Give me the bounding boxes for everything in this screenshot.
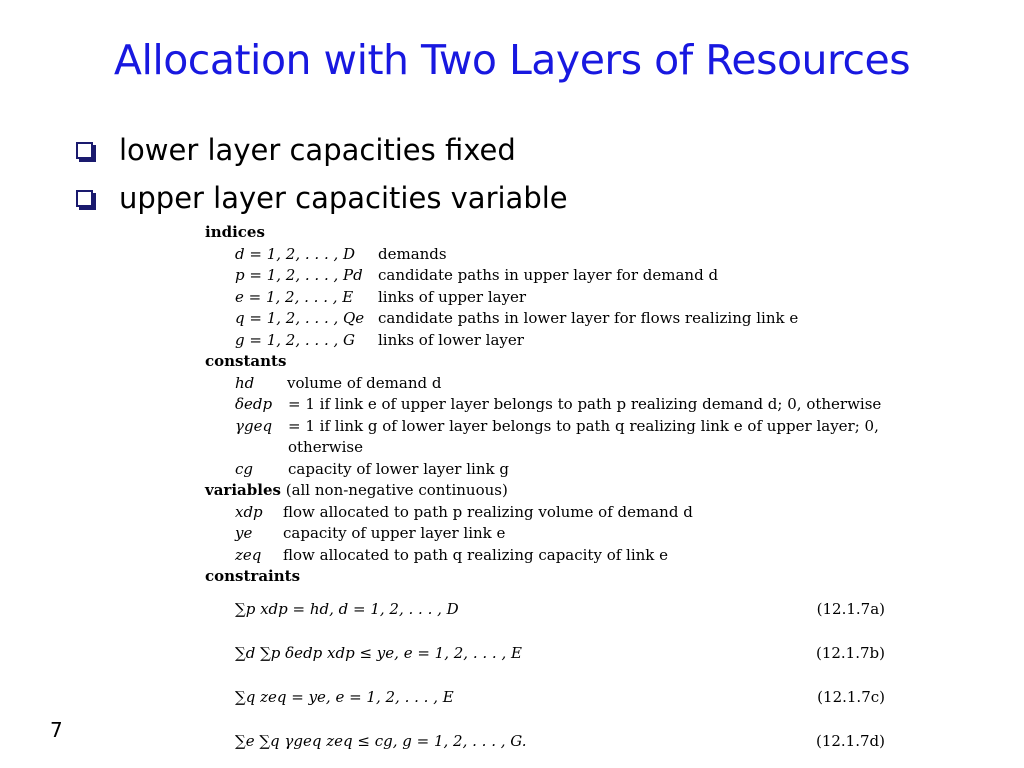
bullet-list — [70, 126, 568, 222]
variables-header-line — [205, 480, 885, 502]
constraint-formula: ∑q zeq = ye, e = 1, 2, . . . , E — [235, 687, 454, 706]
index-symbol: e = 1, 2, . . . , E — [235, 287, 354, 306]
formulation-document — [205, 222, 885, 764]
constant-description: = 1 if link g of lower layer belongs to path q realizing link e of upper layer; 0, — [288, 416, 879, 435]
constraint-formula: ∑e ∑q γgeq zeq ≤ cg, g = 1, 2, . . . , G. — [235, 731, 527, 750]
bullet-text: upper layer capacities variable — [119, 181, 568, 215]
index-description: links of upper layer — [378, 287, 527, 306]
index-description: demands — [378, 244, 447, 263]
constant-symbol: γgeq — [235, 416, 273, 435]
variable-description: flow allocated to path q realizing capacity of link e — [283, 545, 669, 564]
constant-row — [205, 459, 885, 481]
constraints-header: constraints — [205, 567, 301, 585]
bullet-item — [70, 174, 568, 222]
constant-row — [205, 394, 885, 416]
variable-row — [205, 545, 885, 567]
variable-symbol: zeq — [235, 545, 262, 564]
index-symbol: g = 1, 2, . . . , G — [235, 330, 355, 349]
constant-symbol: hd — [235, 373, 255, 392]
bullet-item — [70, 126, 568, 174]
variable-row — [205, 523, 885, 545]
equation-number: (12.1.7d) — [815, 731, 885, 750]
constant-row — [205, 373, 885, 395]
constraint-row — [205, 676, 885, 720]
index-description: links of lower layer — [378, 330, 524, 349]
constraint-row — [205, 588, 885, 632]
index-description: candidate paths in upper layer for demand d — [378, 266, 719, 284]
equation-number: (12.1.7c) — [817, 687, 885, 706]
checkbox-bullet-icon — [76, 190, 93, 207]
index-row — [205, 265, 885, 287]
index-row — [205, 287, 885, 309]
constants-header: constants — [205, 352, 287, 370]
constant-description: volume of demand d — [287, 373, 442, 392]
index-row — [205, 244, 885, 266]
equation-number: (12.1.7b) — [815, 643, 885, 662]
index-row — [205, 308, 885, 330]
constant-row — [205, 416, 885, 438]
index-symbol: p = 1, 2, . . . , Pd — [235, 266, 363, 284]
index-description: candidate paths in lower layer for flows realizing link e — [378, 309, 799, 327]
indices-header: indices — [205, 223, 265, 241]
constraint-formula: ∑d ∑p δedp xdp ≤ ye, e = 1, 2, . . . , E — [235, 643, 522, 662]
variables-header: variables — [205, 481, 281, 499]
index-row — [205, 330, 885, 352]
variable-symbol: ye — [235, 524, 253, 542]
constraint-formula: ∑p xdp = hd, d = 1, 2, . . . , D — [235, 599, 459, 618]
constant-symbol: cg — [235, 459, 254, 478]
bullet-text: lower layer capacities fixed — [119, 133, 516, 167]
index-symbol: q = 1, 2, . . . , Qe — [235, 309, 365, 327]
constraint-row — [205, 720, 885, 764]
variable-symbol: xdp — [235, 502, 263, 521]
slide-title: Allocation with Two Layers of Resources — [113, 36, 911, 84]
page-number: 7 — [50, 718, 63, 742]
constant-symbol — [205, 437, 288, 459]
constant-symbol: δedp — [235, 395, 273, 413]
variable-row — [205, 502, 885, 524]
constant-description: otherwise — [288, 438, 363, 456]
constraint-row — [205, 632, 885, 676]
index-symbol: d = 1, 2, . . . , D — [235, 244, 356, 263]
checkbox-bullet-icon — [76, 142, 93, 159]
variables-note: (all non-negative continuous) — [285, 481, 508, 499]
variable-description: flow allocated to path p realizing volume of demand d — [283, 502, 693, 521]
constant-description: capacity of lower layer link g — [288, 459, 509, 478]
constant-row — [205, 437, 885, 459]
variable-description: capacity of upper layer link e — [283, 524, 506, 542]
equation-number: (12.1.7a) — [816, 599, 885, 618]
constant-description: = 1 if link e of upper layer belongs to path p realizing demand d; 0, otherwise — [288, 395, 882, 413]
